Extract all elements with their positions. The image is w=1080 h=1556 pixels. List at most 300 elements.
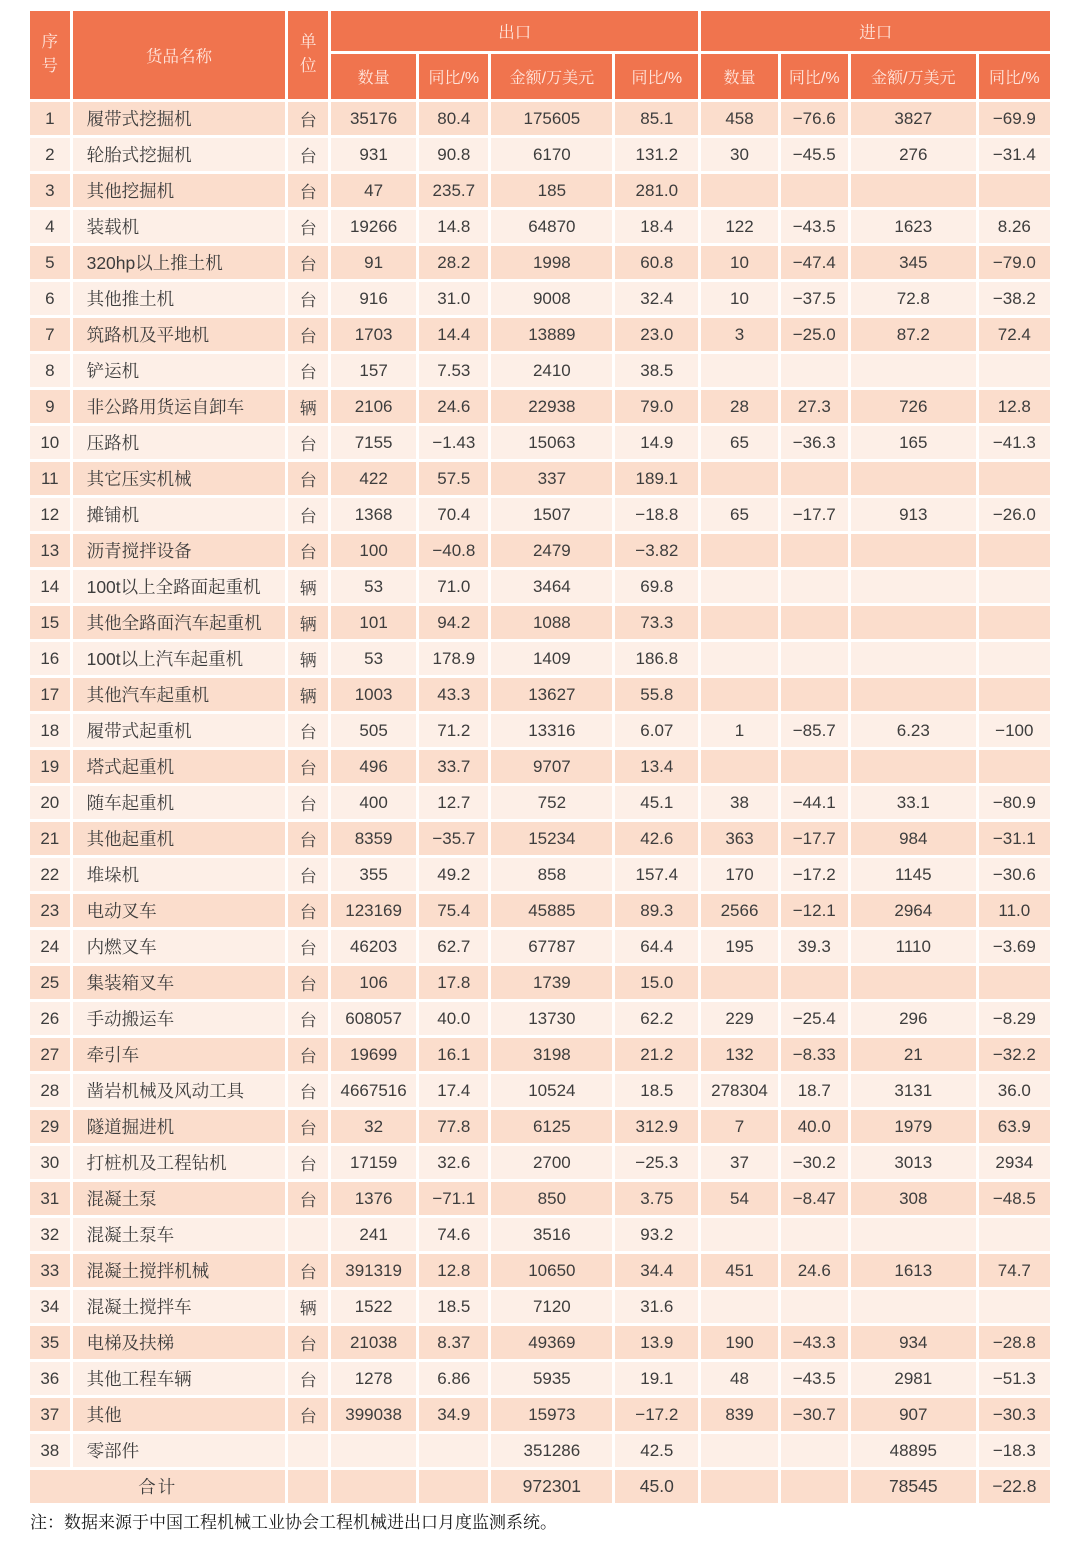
cell-e-qty: 47	[331, 174, 416, 207]
cell-no: 22	[30, 858, 70, 891]
cell-i-qyoy: −36.3	[781, 426, 848, 459]
cell-unit: 台	[288, 498, 328, 531]
cell-i-qyoy: 24.6	[781, 1254, 848, 1287]
cell-i-qty	[701, 570, 777, 603]
cell-i-qyoy: −30.7	[781, 1398, 848, 1431]
cell-i-ayoy	[979, 534, 1050, 567]
cell-e-qty: 496	[331, 750, 416, 783]
cell-no: 36	[30, 1362, 70, 1395]
table-row	[30, 354, 1050, 387]
cell-e-qty: 7155	[331, 426, 416, 459]
table-row	[30, 1182, 1050, 1215]
cell-i-ayoy	[979, 678, 1050, 711]
table-row	[30, 894, 1050, 927]
cell-no: 26	[30, 1002, 70, 1035]
cell-i-amt: 1613	[851, 1254, 976, 1287]
cell-e-qyoy: −35.7	[419, 822, 488, 855]
cell-no: 21	[30, 822, 70, 855]
cell-no: 20	[30, 786, 70, 819]
cell-e-ayoy: 73.3	[615, 606, 698, 639]
cell-e-qty: 1368	[331, 498, 416, 531]
cell-name: 沥青搅拌设备	[73, 534, 286, 567]
cell-name: 混凝土泵车	[73, 1218, 286, 1251]
cell-e-amt: 13730	[491, 1002, 612, 1035]
cell-e-qty: 100	[331, 534, 416, 567]
cell-e-ayoy: 38.5	[615, 354, 698, 387]
cell-e-qyoy: 94.2	[419, 606, 488, 639]
cell-name: 混凝土泵	[73, 1182, 286, 1215]
cell-i-ayoy: −3.69	[979, 930, 1050, 963]
cell-no: 23	[30, 894, 70, 927]
cell-e-ayoy: 32.4	[615, 282, 698, 315]
cell-e-amt: 1507	[491, 498, 612, 531]
cell-unit: 台	[288, 1326, 328, 1359]
cell-e-amt: 15234	[491, 822, 612, 855]
header-unit-line2: 位	[300, 57, 317, 75]
cell-e-qty: 1278	[331, 1362, 416, 1395]
cell-e-amt: 7120	[491, 1290, 612, 1323]
cell-i-ayoy: 63.9	[979, 1110, 1050, 1143]
cell-i-amt: 1110	[851, 930, 976, 963]
cell-e-qyoy: 32.6	[419, 1146, 488, 1179]
cell-i-qyoy: 39.3	[781, 930, 848, 963]
cell-i-amt: 907	[851, 1398, 976, 1431]
cell-e-qty: 157	[331, 354, 416, 387]
cell-i-qyoy	[781, 1470, 848, 1503]
cell-e-amt: 22938	[491, 390, 612, 423]
cell-i-amt: 3013	[851, 1146, 976, 1179]
cell-i-amt	[851, 678, 976, 711]
cell-i-qyoy: −44.1	[781, 786, 848, 819]
cell-name: 320hp以上推土机	[73, 246, 286, 279]
cell-e-ayoy: 55.8	[615, 678, 698, 711]
table-row	[30, 534, 1050, 567]
table-row	[30, 714, 1050, 747]
cell-i-qty: 122	[701, 210, 777, 243]
cell-e-amt: 64870	[491, 210, 612, 243]
cell-i-ayoy: −18.3	[979, 1434, 1050, 1467]
cell-i-ayoy: −48.5	[979, 1182, 1050, 1215]
cell-no: 9	[30, 390, 70, 423]
cell-e-amt: 15973	[491, 1398, 612, 1431]
cell-name: 履带式起重机	[73, 714, 286, 747]
cell-e-ayoy: 85.1	[615, 102, 698, 135]
table-row	[30, 138, 1050, 171]
cell-i-amt: 345	[851, 246, 976, 279]
cell-name: 摊铺机	[73, 498, 286, 531]
cell-e-qyoy: 17.8	[419, 966, 488, 999]
cell-no: 27	[30, 1038, 70, 1071]
cell-e-amt: 10524	[491, 1074, 612, 1107]
cell-e-ayoy: 18.5	[615, 1074, 698, 1107]
header-export-group: 出口	[331, 11, 698, 51]
cell-no: 38	[30, 1434, 70, 1467]
import-export-table	[27, 8, 1053, 1506]
cell-name: 装载机	[73, 210, 286, 243]
cell-e-amt: 5935	[491, 1362, 612, 1395]
cell-i-qyoy: −43.3	[781, 1326, 848, 1359]
cell-i-qty: 48	[701, 1362, 777, 1395]
cell-i-qyoy	[781, 678, 848, 711]
cell-no: 16	[30, 642, 70, 675]
cell-i-qty: 1	[701, 714, 777, 747]
cell-i-qty: 229	[701, 1002, 777, 1035]
cell-e-qty: 17159	[331, 1146, 416, 1179]
cell-e-qyoy: 16.1	[419, 1038, 488, 1071]
cell-e-amt: 13316	[491, 714, 612, 747]
cell-no: 34	[30, 1290, 70, 1323]
cell-e-qyoy: −71.1	[419, 1182, 488, 1215]
cell-i-amt: 3827	[851, 102, 976, 135]
cell-no: 12	[30, 498, 70, 531]
cell-e-amt: 9707	[491, 750, 612, 783]
cell-e-amt: 45885	[491, 894, 612, 927]
cell-unit: 台	[288, 858, 328, 891]
cell-no: 4	[30, 210, 70, 243]
table-row	[30, 1290, 1050, 1323]
cell-i-ayoy: −32.2	[979, 1038, 1050, 1071]
cell-e-ayoy: 3.75	[615, 1182, 698, 1215]
cell-e-qyoy: 75.4	[419, 894, 488, 927]
table-row	[30, 498, 1050, 531]
cell-i-qty: 3	[701, 318, 777, 351]
cell-e-qty: 1003	[331, 678, 416, 711]
cell-name: 压路机	[73, 426, 286, 459]
cell-i-ayoy	[979, 354, 1050, 387]
cell-e-amt: 175605	[491, 102, 612, 135]
cell-i-amt	[851, 462, 976, 495]
cell-i-amt: 33.1	[851, 786, 976, 819]
cell-name: 混凝土搅拌车	[73, 1290, 286, 1323]
cell-no: 11	[30, 462, 70, 495]
cell-unit: 台	[288, 1146, 328, 1179]
cell-i-qty: 458	[701, 102, 777, 135]
cell-e-qty: 1376	[331, 1182, 416, 1215]
cell-e-amt: 3516	[491, 1218, 612, 1251]
cell-i-qyoy	[781, 966, 848, 999]
cell-e-amt: 9008	[491, 282, 612, 315]
cell-no: 29	[30, 1110, 70, 1143]
cell-i-amt: 296	[851, 1002, 976, 1035]
cell-i-ayoy: −30.6	[979, 858, 1050, 891]
cell-i-qyoy: −25.0	[781, 318, 848, 351]
cell-no: 19	[30, 750, 70, 783]
cell-e-qyoy: 31.0	[419, 282, 488, 315]
table-row	[30, 1254, 1050, 1287]
cell-unit: 辆	[288, 606, 328, 639]
cell-e-qty: 53	[331, 570, 416, 603]
cell-i-qyoy: −8.33	[781, 1038, 848, 1071]
table-row	[30, 966, 1050, 999]
cell-e-ayoy: −18.8	[615, 498, 698, 531]
header-serial-line2: 号	[41, 57, 59, 75]
cell-name: 其他	[73, 1398, 286, 1431]
cell-e-ayoy: 13.4	[615, 750, 698, 783]
table-row	[30, 426, 1050, 459]
table-row	[30, 1434, 1050, 1467]
cell-unit	[288, 1218, 328, 1251]
cell-e-ayoy: −25.3	[615, 1146, 698, 1179]
cell-i-amt: 78545	[851, 1470, 976, 1503]
cell-i-amt	[851, 534, 976, 567]
cell-i-qyoy: −25.4	[781, 1002, 848, 1035]
cell-i-amt	[851, 174, 976, 207]
cell-i-qty: 195	[701, 930, 777, 963]
cell-i-qty: 170	[701, 858, 777, 891]
cell-e-amt: 1088	[491, 606, 612, 639]
table-row	[30, 1038, 1050, 1071]
cell-e-ayoy: 64.4	[615, 930, 698, 963]
cell-e-amt: 1409	[491, 642, 612, 675]
cell-e-amt: 752	[491, 786, 612, 819]
cell-e-amt: 2700	[491, 1146, 612, 1179]
cell-unit: 台	[288, 894, 328, 927]
cell-i-ayoy	[979, 462, 1050, 495]
cell-i-amt: 1145	[851, 858, 976, 891]
cell-name: 100t以上全路面起重机	[73, 570, 286, 603]
cell-total-label: 合计	[30, 1470, 285, 1503]
cell-no: 3	[30, 174, 70, 207]
cell-e-amt: 858	[491, 858, 612, 891]
cell-e-qyoy: −40.8	[419, 534, 488, 567]
cell-i-amt	[851, 570, 976, 603]
cell-e-qty: 46203	[331, 930, 416, 963]
cell-e-qyoy: 12.8	[419, 1254, 488, 1287]
cell-name: 其他工程车辆	[73, 1362, 286, 1395]
cell-e-ayoy: 19.1	[615, 1362, 698, 1395]
cell-e-amt: 337	[491, 462, 612, 495]
cell-name: 塔式起重机	[73, 750, 286, 783]
cell-e-qty: 391319	[331, 1254, 416, 1287]
cell-no: 5	[30, 246, 70, 279]
cell-i-ayoy: 8.26	[979, 210, 1050, 243]
cell-e-qyoy: 12.7	[419, 786, 488, 819]
cell-i-qty	[701, 606, 777, 639]
cell-i-qty	[701, 1434, 777, 1467]
cell-e-amt: 2410	[491, 354, 612, 387]
table-row	[30, 462, 1050, 495]
cell-e-ayoy: −3.82	[615, 534, 698, 567]
cell-no: 2	[30, 138, 70, 171]
cell-unit: 台	[288, 1110, 328, 1143]
cell-no: 1	[30, 102, 70, 135]
cell-i-amt	[851, 606, 976, 639]
table-header	[30, 11, 1050, 99]
cell-i-qty: 10	[701, 246, 777, 279]
header-export-qty-yoy: 同比/%	[419, 54, 488, 99]
cell-i-ayoy: −31.4	[979, 138, 1050, 171]
cell-unit: 辆	[288, 570, 328, 603]
cell-i-qyoy	[781, 462, 848, 495]
cell-e-amt: 49369	[491, 1326, 612, 1359]
cell-name: 其它压实机械	[73, 462, 286, 495]
cell-i-ayoy	[979, 570, 1050, 603]
cell-name: 其他挖掘机	[73, 174, 286, 207]
table-row	[30, 246, 1050, 279]
cell-no: 32	[30, 1218, 70, 1251]
cell-e-ayoy: 18.4	[615, 210, 698, 243]
cell-e-qyoy: 70.4	[419, 498, 488, 531]
cell-i-qty: 2566	[701, 894, 777, 927]
cell-e-ayoy: 45.0	[615, 1470, 698, 1503]
cell-unit: 台	[288, 174, 328, 207]
header-unit	[288, 11, 328, 99]
table-row	[30, 174, 1050, 207]
cell-i-amt: 2964	[851, 894, 976, 927]
cell-unit: 辆	[288, 1290, 328, 1323]
cell-e-qty: 931	[331, 138, 416, 171]
cell-i-ayoy: −8.29	[979, 1002, 1050, 1035]
table-row	[30, 786, 1050, 819]
cell-i-qty: 37	[701, 1146, 777, 1179]
cell-unit: 台	[288, 822, 328, 855]
cell-unit: 台	[288, 246, 328, 279]
cell-e-ayoy: 31.6	[615, 1290, 698, 1323]
cell-e-qyoy: 6.86	[419, 1362, 488, 1395]
cell-e-qyoy: 33.7	[419, 750, 488, 783]
cell-i-amt	[851, 354, 976, 387]
table-body	[30, 102, 1050, 1503]
cell-name: 电动叉车	[73, 894, 286, 927]
cell-i-qty	[701, 1218, 777, 1251]
table-row	[30, 102, 1050, 135]
cell-i-qyoy: −43.5	[781, 210, 848, 243]
cell-name: 其他汽车起重机	[73, 678, 286, 711]
table-row	[30, 678, 1050, 711]
cell-i-qyoy: −17.7	[781, 498, 848, 531]
cell-e-ayoy: 6.07	[615, 714, 698, 747]
cell-i-ayoy: 74.7	[979, 1254, 1050, 1287]
cell-e-qyoy	[419, 1470, 488, 1503]
cell-e-amt: 67787	[491, 930, 612, 963]
cell-name: 筑路机及平地机	[73, 318, 286, 351]
cell-i-ayoy: −22.8	[979, 1470, 1050, 1503]
cell-e-qyoy: 8.37	[419, 1326, 488, 1359]
table-row	[30, 282, 1050, 315]
cell-i-ayoy: 36.0	[979, 1074, 1050, 1107]
cell-i-qyoy: −76.6	[781, 102, 848, 135]
cell-name: 内燃叉车	[73, 930, 286, 963]
cell-i-amt	[851, 642, 976, 675]
cell-e-qyoy: 14.4	[419, 318, 488, 351]
header-unit-line1: 单	[300, 33, 317, 52]
cell-unit: 台	[288, 534, 328, 567]
header-serial-line1: 序	[41, 33, 59, 52]
table-row	[30, 750, 1050, 783]
cell-e-qty: 1522	[331, 1290, 416, 1323]
cell-no: 7	[30, 318, 70, 351]
cell-name: 轮胎式挖掘机	[73, 138, 286, 171]
cell-unit: 台	[288, 1182, 328, 1215]
cell-unit: 台	[288, 714, 328, 747]
cell-i-qty	[701, 750, 777, 783]
cell-i-qyoy	[781, 1434, 848, 1467]
cell-i-ayoy: −30.3	[979, 1398, 1050, 1431]
cell-no: 31	[30, 1182, 70, 1215]
cell-unit: 辆	[288, 390, 328, 423]
cell-i-qyoy	[781, 534, 848, 567]
cell-unit: 台	[288, 930, 328, 963]
table-row	[30, 642, 1050, 675]
cell-name: 堆垛机	[73, 858, 286, 891]
table-row	[30, 822, 1050, 855]
cell-e-ayoy: 45.1	[615, 786, 698, 819]
cell-i-ayoy: −26.0	[979, 498, 1050, 531]
cell-e-amt: 185	[491, 174, 612, 207]
cell-name: 混凝土搅拌机械	[73, 1254, 286, 1287]
table-row	[30, 1398, 1050, 1431]
cell-name: 打桩机及工程钻机	[73, 1146, 286, 1179]
cell-unit: 台	[288, 1254, 328, 1287]
cell-no: 30	[30, 1146, 70, 1179]
cell-i-ayoy	[979, 642, 1050, 675]
cell-e-qyoy: 40.0	[419, 1002, 488, 1035]
cell-name: 随车起重机	[73, 786, 286, 819]
header-serial	[30, 11, 70, 99]
header-export-qty: 数量	[331, 54, 416, 99]
cell-unit: 台	[288, 1362, 328, 1395]
cell-i-amt: 3131	[851, 1074, 976, 1107]
cell-e-qyoy: 24.6	[419, 390, 488, 423]
cell-unit: 台	[288, 1398, 328, 1431]
cell-unit: 台	[288, 282, 328, 315]
cell-e-qty: 123169	[331, 894, 416, 927]
table-row	[30, 390, 1050, 423]
cell-unit: 台	[288, 1038, 328, 1071]
table-row	[30, 1146, 1050, 1179]
cell-e-ayoy: 157.4	[615, 858, 698, 891]
cell-i-qty: 839	[701, 1398, 777, 1431]
cell-e-qty: 106	[331, 966, 416, 999]
cell-i-amt: 2981	[851, 1362, 976, 1395]
cell-e-amt: 2479	[491, 534, 612, 567]
cell-i-amt: 984	[851, 822, 976, 855]
cell-e-qty: 19699	[331, 1038, 416, 1071]
cell-e-qyoy: 74.6	[419, 1218, 488, 1251]
cell-e-qty: 8359	[331, 822, 416, 855]
cell-e-qty: 101	[331, 606, 416, 639]
cell-i-qyoy	[781, 750, 848, 783]
cell-e-amt: 13627	[491, 678, 612, 711]
cell-i-qyoy: −30.2	[781, 1146, 848, 1179]
cell-name: 电梯及扶梯	[73, 1326, 286, 1359]
header-import-amount: 金额/万美元	[851, 54, 976, 99]
cell-i-qyoy: −85.7	[781, 714, 848, 747]
cell-i-qty: 451	[701, 1254, 777, 1287]
cell-i-ayoy	[979, 606, 1050, 639]
cell-name: 其他全路面汽车起重机	[73, 606, 286, 639]
cell-i-qty	[701, 354, 777, 387]
cell-e-qty	[331, 1434, 416, 1467]
table-row	[30, 318, 1050, 351]
header-import-amount-yoy: 同比/%	[979, 54, 1050, 99]
cell-i-amt: 87.2	[851, 318, 976, 351]
table-row	[30, 570, 1050, 603]
cell-i-qyoy: −17.2	[781, 858, 848, 891]
cell-unit: 台	[288, 426, 328, 459]
cell-e-qyoy: 71.0	[419, 570, 488, 603]
cell-e-qyoy: 17.4	[419, 1074, 488, 1107]
cell-i-amt	[851, 1218, 976, 1251]
cell-e-qyoy: 90.8	[419, 138, 488, 171]
cell-e-amt: 3464	[491, 570, 612, 603]
cell-i-qty: 10	[701, 282, 777, 315]
table-row	[30, 1074, 1050, 1107]
cell-e-qyoy: 14.8	[419, 210, 488, 243]
cell-unit: 台	[288, 966, 328, 999]
cell-i-qty	[701, 1290, 777, 1323]
cell-e-amt: 15063	[491, 426, 612, 459]
